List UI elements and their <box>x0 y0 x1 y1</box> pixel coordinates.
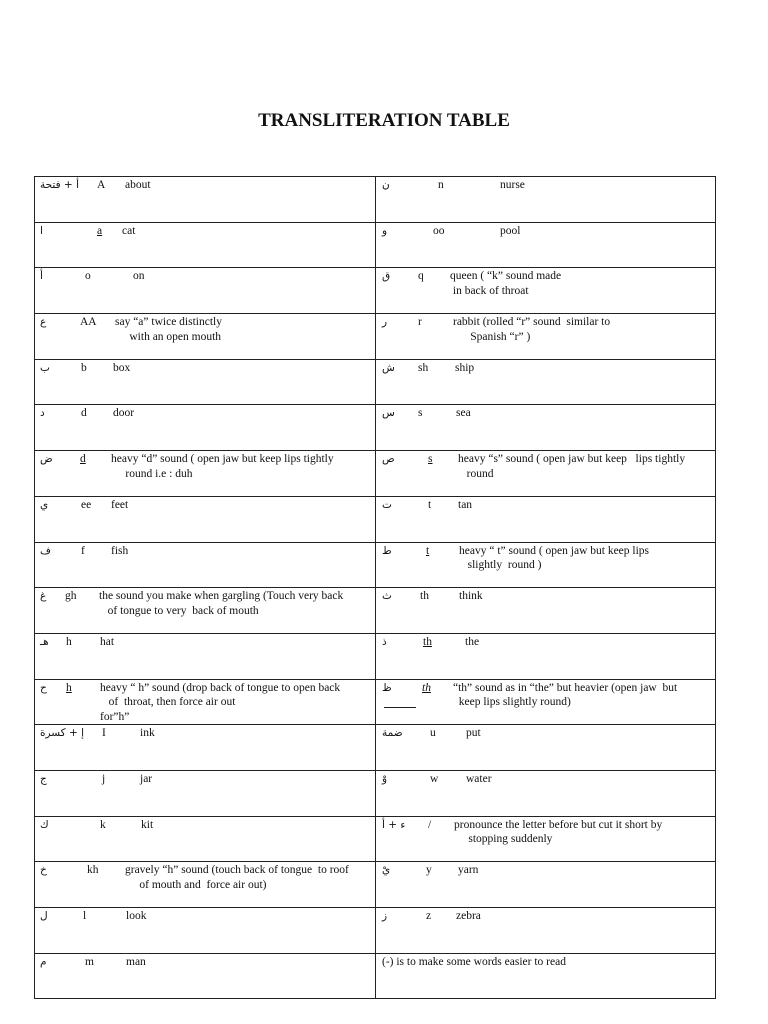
transliteration: th <box>420 590 429 603</box>
transliteration: n <box>438 179 444 191</box>
transliteration: gh <box>65 590 77 603</box>
example-word: hat <box>100 635 115 648</box>
example-word: rabbit (rolled “r” sound similar to Spanish “r” ) <box>453 316 611 343</box>
table-cell <box>35 725 376 771</box>
table-cell <box>376 725 716 771</box>
table-row <box>35 405 716 451</box>
transliteration: I <box>102 727 106 740</box>
transliteration: sh <box>418 361 429 374</box>
page-title: TRANSLITERATION TABLE <box>258 110 510 131</box>
transliteration: A <box>97 179 106 191</box>
example-word: zebra <box>456 910 481 922</box>
table-cell <box>376 496 716 542</box>
transliteration: / <box>428 818 432 831</box>
table-row <box>35 314 716 360</box>
arabic-letter: إ + كسرة <box>40 727 85 740</box>
table-row <box>35 862 716 908</box>
example-word: man <box>126 955 146 968</box>
table-cell <box>35 770 376 816</box>
table-cell <box>376 816 716 862</box>
example-word: yarn <box>458 864 479 877</box>
arabic-letter: ا <box>40 224 43 237</box>
table-cell <box>376 405 716 451</box>
transliteration: oo <box>433 224 445 237</box>
example-word: the <box>465 635 480 648</box>
table-cell <box>35 268 376 314</box>
table-row <box>35 908 716 954</box>
table-row <box>35 770 716 816</box>
arabic-letter: ش <box>382 361 395 374</box>
table-cell <box>376 908 716 954</box>
transliteration <box>80 452 86 467</box>
example-word: kit <box>141 818 154 831</box>
transliteration-underlined: a <box>97 224 103 237</box>
transliteration-underlined: s <box>428 453 433 466</box>
transliteration-table <box>34 176 716 999</box>
example-word: pronounce the letter before but cut it short by stopping suddenly <box>454 818 663 846</box>
table-row <box>35 953 716 999</box>
table-row <box>35 588 716 634</box>
example-word: ship <box>455 361 475 374</box>
table-cell <box>376 177 716 223</box>
table-cell <box>376 268 716 314</box>
example-word: on <box>133 270 145 283</box>
arabic-letter: و <box>382 224 388 237</box>
example-word: heavy “d” sound ( open jaw but keep lips tightly round i.e : duh <box>111 453 334 480</box>
example-word: jar <box>140 772 153 785</box>
table-row <box>35 725 716 771</box>
example-word: put <box>466 727 481 740</box>
arabic-letter: وْ <box>382 772 388 785</box>
example-word: about <box>125 179 151 191</box>
example-word: nurse <box>500 179 525 191</box>
table-cell <box>376 953 716 999</box>
example-word: say “a” twice distinctly with an open mouth <box>115 316 222 343</box>
table-cell <box>35 451 376 497</box>
table-cell <box>35 314 376 360</box>
table-cell <box>35 816 376 862</box>
transliteration-underlined: th <box>422 681 431 694</box>
transliteration: m <box>85 955 94 968</box>
divider-line <box>384 707 416 708</box>
transliteration: kh <box>87 864 99 877</box>
table-cell <box>35 862 376 908</box>
arabic-letter: ع <box>40 316 47 329</box>
table-cell <box>35 542 376 588</box>
transliteration: l <box>83 910 87 922</box>
table-row <box>35 816 716 862</box>
arabic-letter: ل <box>40 910 48 922</box>
table-cell <box>35 496 376 542</box>
arabic-letter: ف <box>40 544 51 557</box>
transliteration: ee <box>81 498 92 511</box>
arabic-letter: ض <box>40 453 53 466</box>
transliteration: o <box>85 270 91 283</box>
table-cell <box>35 359 376 405</box>
example-word: queen ( “k” sound made in back of throat <box>450 270 562 297</box>
table-row <box>35 359 716 405</box>
table-row <box>35 268 716 314</box>
transliteration <box>422 681 431 696</box>
arabic-letter: يْ <box>382 864 391 877</box>
arabic-letter: ج <box>40 772 47 785</box>
arabic-letter: ضمة <box>382 727 403 740</box>
table-cell <box>35 953 376 999</box>
table-cell <box>376 359 716 405</box>
example-word: pool <box>500 224 521 237</box>
transliteration: y <box>426 864 432 877</box>
transliteration-underlined: h <box>66 681 72 694</box>
arabic-letter: ص <box>382 453 395 466</box>
arabic-letter: ذ <box>382 635 387 648</box>
arabic-letter: ط <box>382 544 392 557</box>
transliteration: AA <box>80 316 97 329</box>
table-cell <box>35 588 376 634</box>
example-word: “th” sound as in “the” but heavier (open jaw but keep lips slightly round) <box>453 681 678 709</box>
table-row <box>35 177 716 223</box>
table-row <box>35 679 716 725</box>
arabic-letter: ك <box>40 818 49 831</box>
example-word: sea <box>456 407 471 420</box>
example-word: heavy “s” sound ( open jaw but keep lips tightly round <box>458 453 686 480</box>
arabic-letter: ي <box>40 498 49 511</box>
example-word: think <box>459 590 483 603</box>
transliteration: d <box>81 407 87 420</box>
table-row <box>35 496 716 542</box>
arabic-letter: س <box>382 407 395 420</box>
table-cell <box>376 679 716 725</box>
arabic-letter: ن <box>382 179 390 191</box>
example-word: gravely “h” sound (touch back of tongue to roof of mouth and force air out) <box>125 864 349 891</box>
arabic-letter: غ <box>40 590 47 603</box>
arabic-letter: ز <box>382 910 388 922</box>
example-word: look <box>126 910 147 922</box>
example-word: cat <box>122 224 136 237</box>
transliteration <box>423 635 432 650</box>
example-word: the sound you make when gargling (Touch very back of tongue to very back of mouth <box>99 590 344 617</box>
example-word: door <box>113 407 135 420</box>
transliteration-underlined: th <box>423 635 432 648</box>
transliteration: t <box>428 498 432 511</box>
transliteration <box>426 544 429 559</box>
transliteration: r <box>418 316 422 329</box>
table-cell <box>35 222 376 268</box>
arabic-letter: ث <box>382 590 392 603</box>
arabic-letter: د <box>40 407 45 420</box>
transliteration: h <box>66 635 72 648</box>
transliteration: w <box>430 772 439 785</box>
example-word: fish <box>111 544 129 557</box>
arabic-letter: ق <box>382 270 391 283</box>
transliteration: b <box>81 361 87 374</box>
table-row <box>35 222 716 268</box>
arabic-letter: ر <box>382 316 388 329</box>
arabic-letter: خ <box>40 864 47 877</box>
example-word: ink <box>140 727 155 740</box>
table-cell <box>376 451 716 497</box>
example-word: heavy “ h” sound (drop back of tongue to open back of throat, then force air out for”h” <box>100 681 341 723</box>
example-word: heavy “ t” sound ( open jaw but keep lips slightly round ) <box>459 544 650 571</box>
table-cell <box>35 679 376 725</box>
example-word: box <box>113 361 131 374</box>
arabic-letter: م <box>40 955 47 968</box>
table-cell <box>35 633 376 679</box>
example-word: tan <box>458 498 473 511</box>
table-cell <box>35 908 376 954</box>
transliteration <box>97 224 102 239</box>
transliteration <box>66 681 72 696</box>
table-cell <box>376 542 716 588</box>
arabic-letter: ح <box>40 681 47 694</box>
table-cell <box>376 862 716 908</box>
table-cell <box>376 314 716 360</box>
transliteration: u <box>430 727 436 740</box>
transliteration: z <box>426 910 432 922</box>
table-cell <box>35 405 376 451</box>
table-row <box>35 542 716 588</box>
arabic-letter: ت <box>382 498 392 511</box>
table-cell <box>376 633 716 679</box>
transliteration: f <box>81 544 85 557</box>
transliteration: j <box>102 772 106 785</box>
example-word: water <box>466 772 492 785</box>
transliteration: s <box>418 407 423 420</box>
table-cell <box>376 222 716 268</box>
arabic-letter: هـ <box>40 635 49 648</box>
table-cell <box>376 588 716 634</box>
transliteration <box>428 452 432 467</box>
footnote-text: (-) is to make some words easier to read <box>382 955 566 968</box>
example-word: feet <box>111 498 129 511</box>
arabic-letter: ء + أ <box>382 818 406 831</box>
arabic-letter: ظ <box>382 681 392 694</box>
table-cell <box>35 177 376 223</box>
transliteration-underlined: d <box>80 453 86 466</box>
transliteration-underlined: t <box>426 544 430 557</box>
table-row <box>35 633 716 679</box>
table-row <box>35 451 716 497</box>
table-cell <box>376 770 716 816</box>
transliteration: q <box>418 270 424 283</box>
arabic-letter: أ <box>40 270 43 283</box>
arabic-letter: ب <box>40 361 50 374</box>
transliteration: k <box>100 818 106 831</box>
arabic-letter: أ + فتحة <box>40 179 79 191</box>
